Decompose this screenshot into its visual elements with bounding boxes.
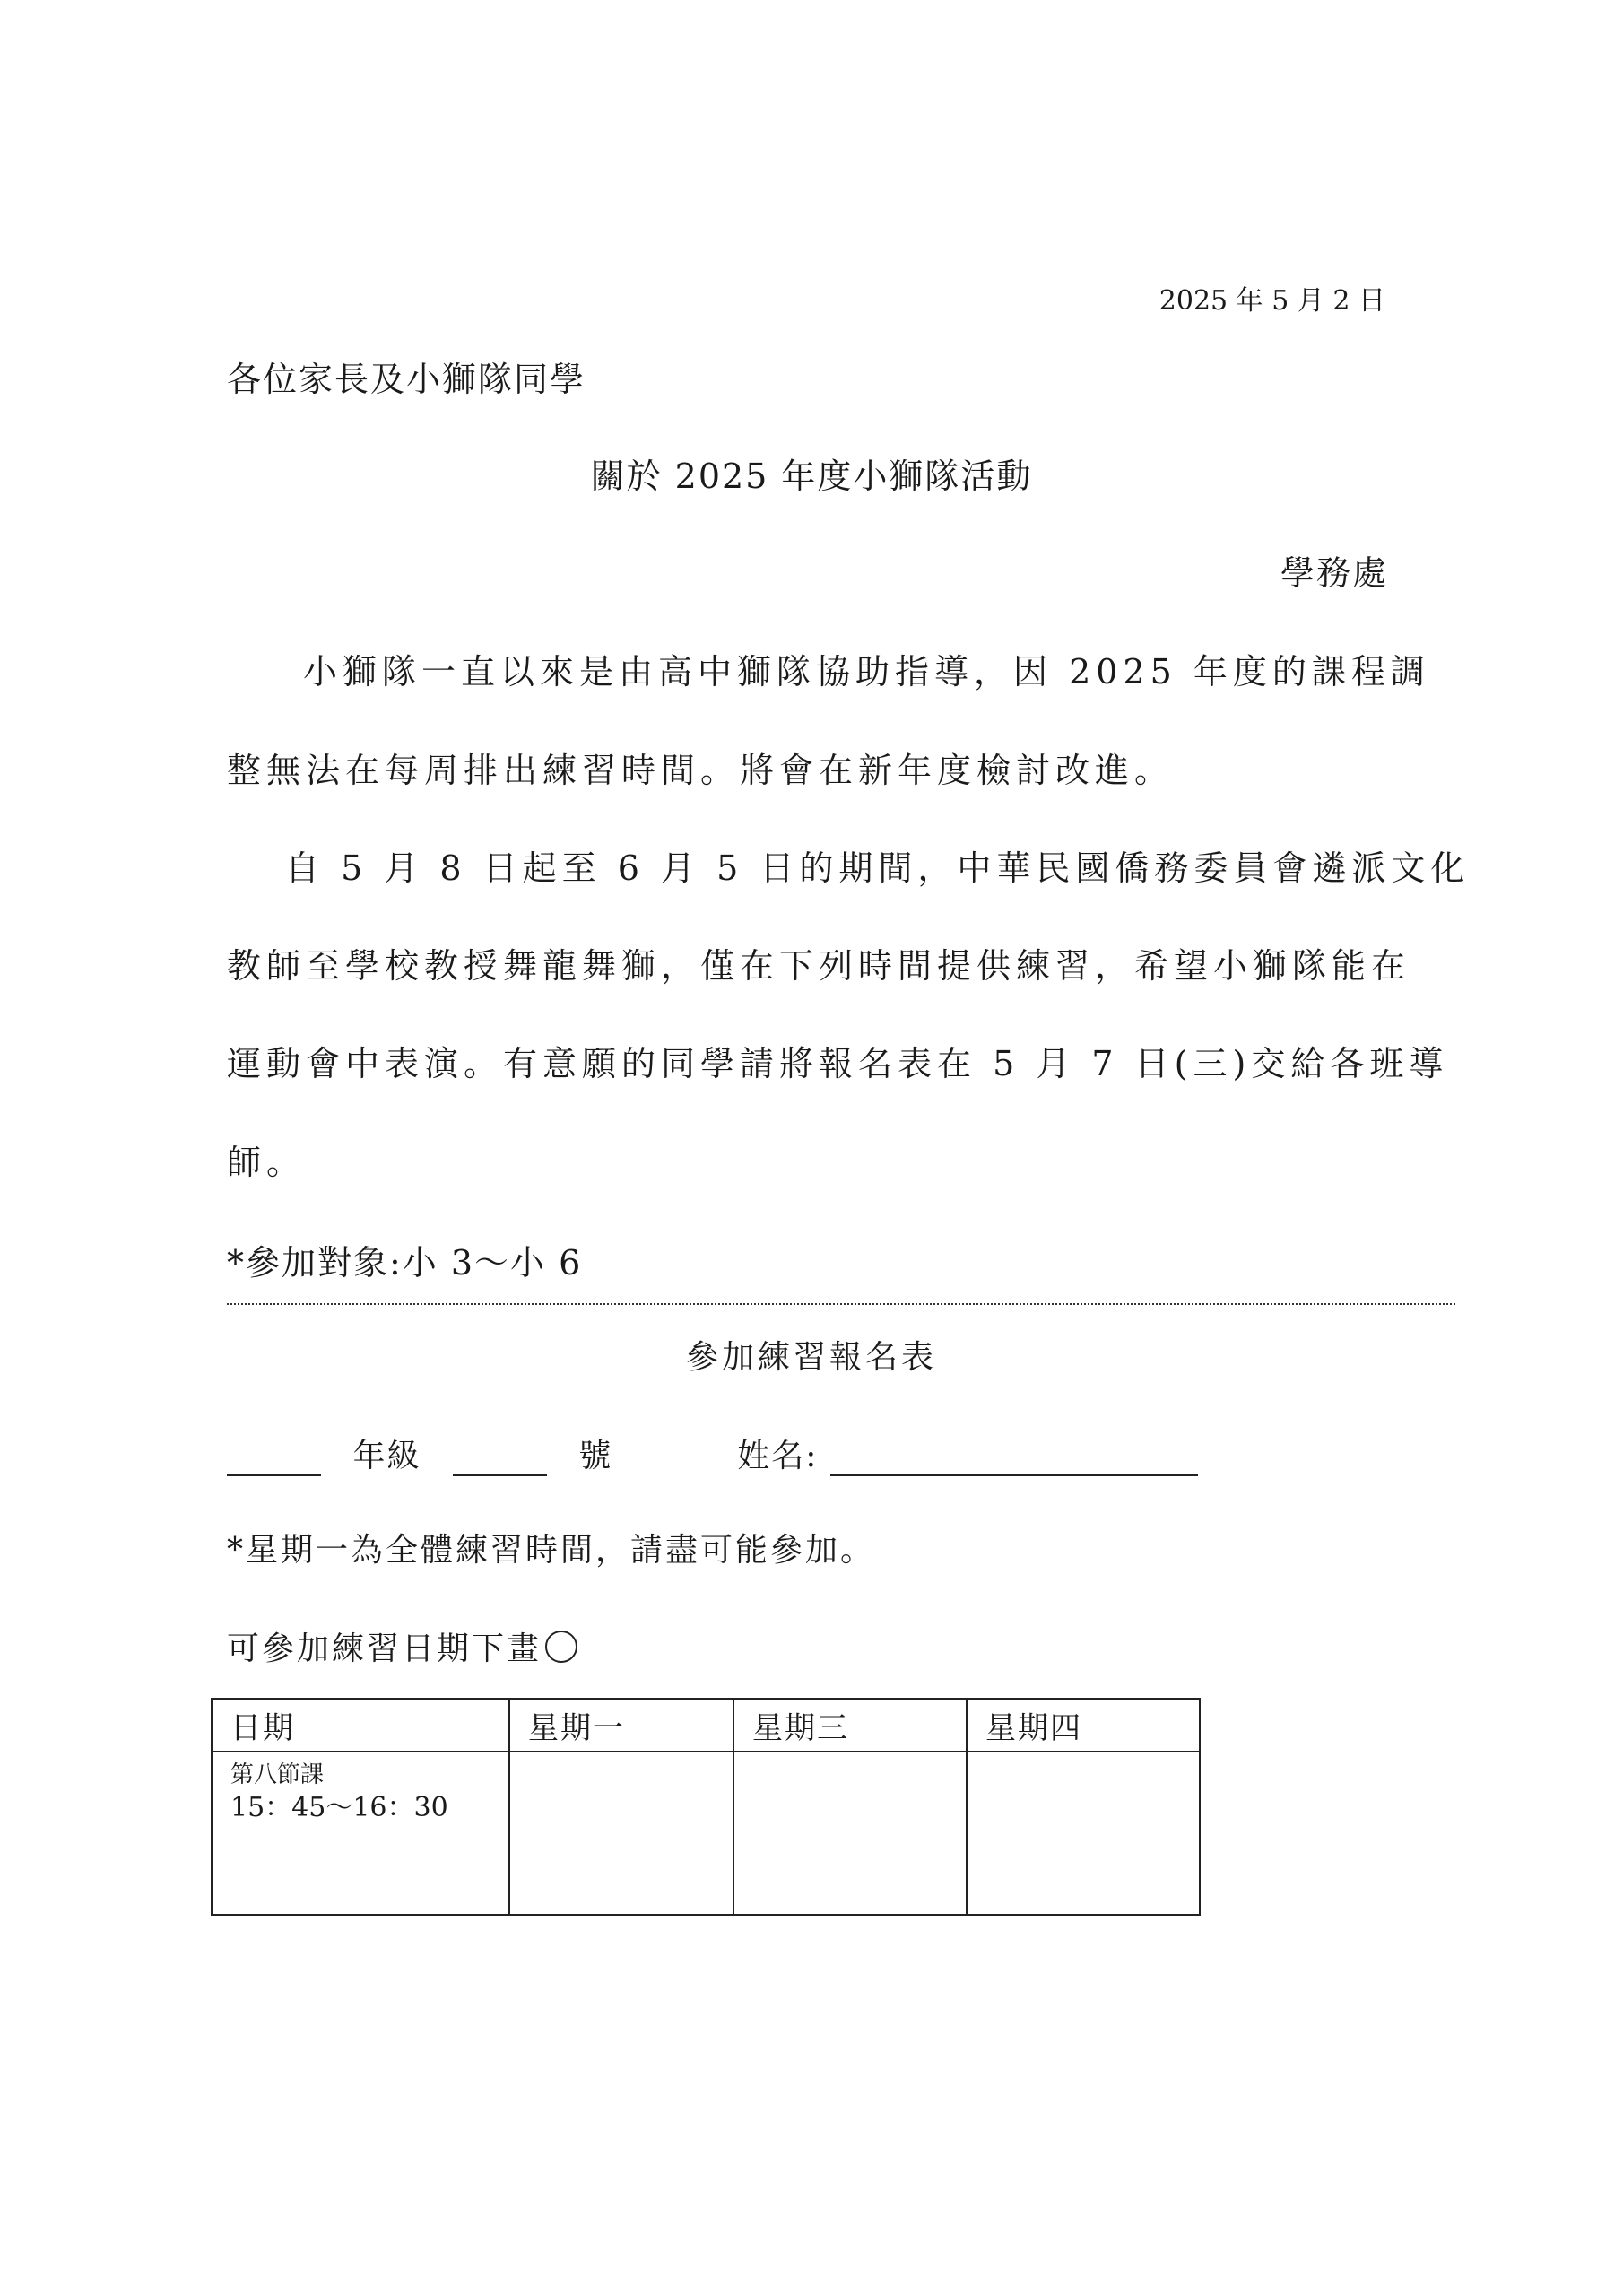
form-title: 參加練習報名表 (685, 1339, 937, 1376)
header-thursday: 星期四 (967, 1699, 1200, 1752)
paragraph-1-line-2: 整無法在每周排出練習時間。將會在新年度檢討改進。 (227, 751, 1175, 790)
header-date: 日期 (212, 1699, 509, 1752)
paragraph-1-line-1: 小獅隊一直以來是由高中獅隊協助指導，因 2025 年度的課程調 (303, 652, 1430, 691)
table-row (212, 1752, 1200, 1915)
paragraph-2-line-2: 教師至學校教授舞龍舞獅，僅在下列時間提供練習，希望小獅隊能在 (227, 946, 1411, 986)
paragraph-2-line-3: 運動會中表演。有意願的同學請將報名表在 5 月 7 日(三)交給各班導 (227, 1044, 1449, 1083)
period-cell (212, 1752, 509, 1915)
salutation: 各位家長及小獅隊同學 (227, 360, 586, 399)
name-fill-line[interactable] (830, 1442, 1198, 1476)
circle-icon (545, 1631, 577, 1663)
issuing-department: 學務處 (1280, 553, 1388, 593)
name-label: 姓名: (737, 1438, 819, 1474)
number-fill-line[interactable] (453, 1442, 547, 1476)
circle-instruction-text: 可參加練習日期下畫 (227, 1631, 542, 1667)
table-header-row (212, 1699, 1200, 1752)
header-monday: 星期一 (509, 1699, 733, 1752)
notice-title: 關於 2025 年度小獅隊活動 (590, 457, 1033, 496)
paragraph-2-line-1: 自 5 月 8 日起至 6 月 5 日的期間，中華民國僑務委員會遴派文化 (285, 848, 1471, 888)
header-wednesday: 星期三 (733, 1699, 967, 1752)
schedule-table (211, 1698, 1201, 1916)
document-date: 2025 年 5 月 2 日 (1159, 285, 1385, 317)
monday-note: *星期一為全體練習時間，請盡可能參加。 (227, 1532, 876, 1569)
grade-label: 年級 (352, 1438, 421, 1474)
target-participants: *參加對象:小 3～小 6 (227, 1243, 583, 1283)
circle-instruction (227, 1623, 577, 1669)
grade-fill-line[interactable] (227, 1442, 321, 1476)
period-time: 15：45～16：30 (230, 1792, 448, 1823)
period-label: 第八節課 (230, 1761, 325, 1788)
monday-cell[interactable] (509, 1752, 733, 1915)
cut-line-divider (227, 1303, 1455, 1305)
thursday-cell[interactable] (967, 1752, 1200, 1915)
wednesday-cell[interactable] (733, 1752, 967, 1915)
paragraph-2-line-4: 師。 (227, 1143, 307, 1182)
registration-fields (227, 1431, 1198, 1476)
number-label: 號 (578, 1438, 613, 1474)
